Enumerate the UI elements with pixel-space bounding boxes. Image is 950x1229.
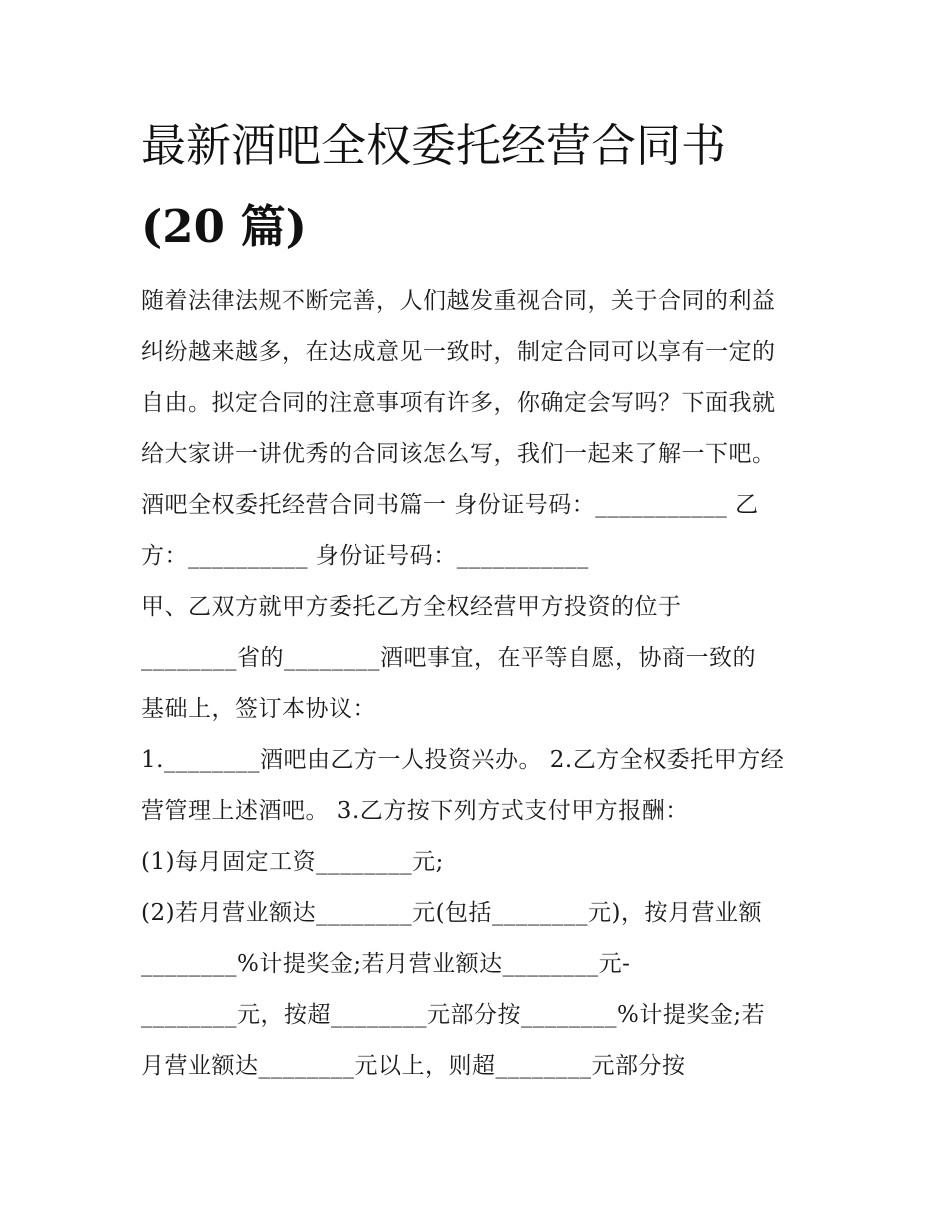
body-line: 方：__________ 身份证号码：___________ [141,543,589,569]
clause-line: (1)每月固定工资________元; [141,849,444,875]
body-line: ________省的________酒吧事宜，在平等自愿，协商一致的 [141,645,756,671]
body-line: 基础上，签订本协议： [141,696,376,722]
body-line: 自由。拟定合同的注意事项有许多，你确定会写吗？下面我就 [141,390,776,416]
clause-line: (2)若月营业额达________元(包括________元)，按月营业额 [141,900,763,926]
clause-line: 月营业额达________元以上，则超________元部分按 [141,1053,686,1079]
body-line: 随着法律法规不断完善，人们越发重视合同，关于合同的利益 [141,288,776,314]
clause-line: ________元，按超________元部分按________%计提奖金;若 [141,1002,766,1028]
document-title-count: (20 篇) [141,200,307,253]
document-title: 最新酒吧全权委托经营合同书 [141,119,727,172]
clause-line: ________%计提奖金;若月营业额达________元- [141,951,631,977]
body-line: 甲、乙双方就甲方委托乙方全权经营甲方投资的位于 [141,594,682,620]
body-line: 给大家讲一讲优秀的合同该怎么写，我们一起来了解一下吧。 [141,441,776,467]
body-line: 纠纷越来越多，在达成意见一致时，制定合同可以享有一定的 [141,339,776,365]
clause-line: 营管理上述酒吧。 3.乙方按下列方式支付甲方报酬： [141,798,689,824]
clause-line: 1.________酒吧由乙方一人投资兴办。 2.乙方全权委托甲方经 [141,747,785,773]
section-heading-line: 酒吧全权委托经营合同书篇一 身份证号码：___________ 乙 [141,492,759,518]
